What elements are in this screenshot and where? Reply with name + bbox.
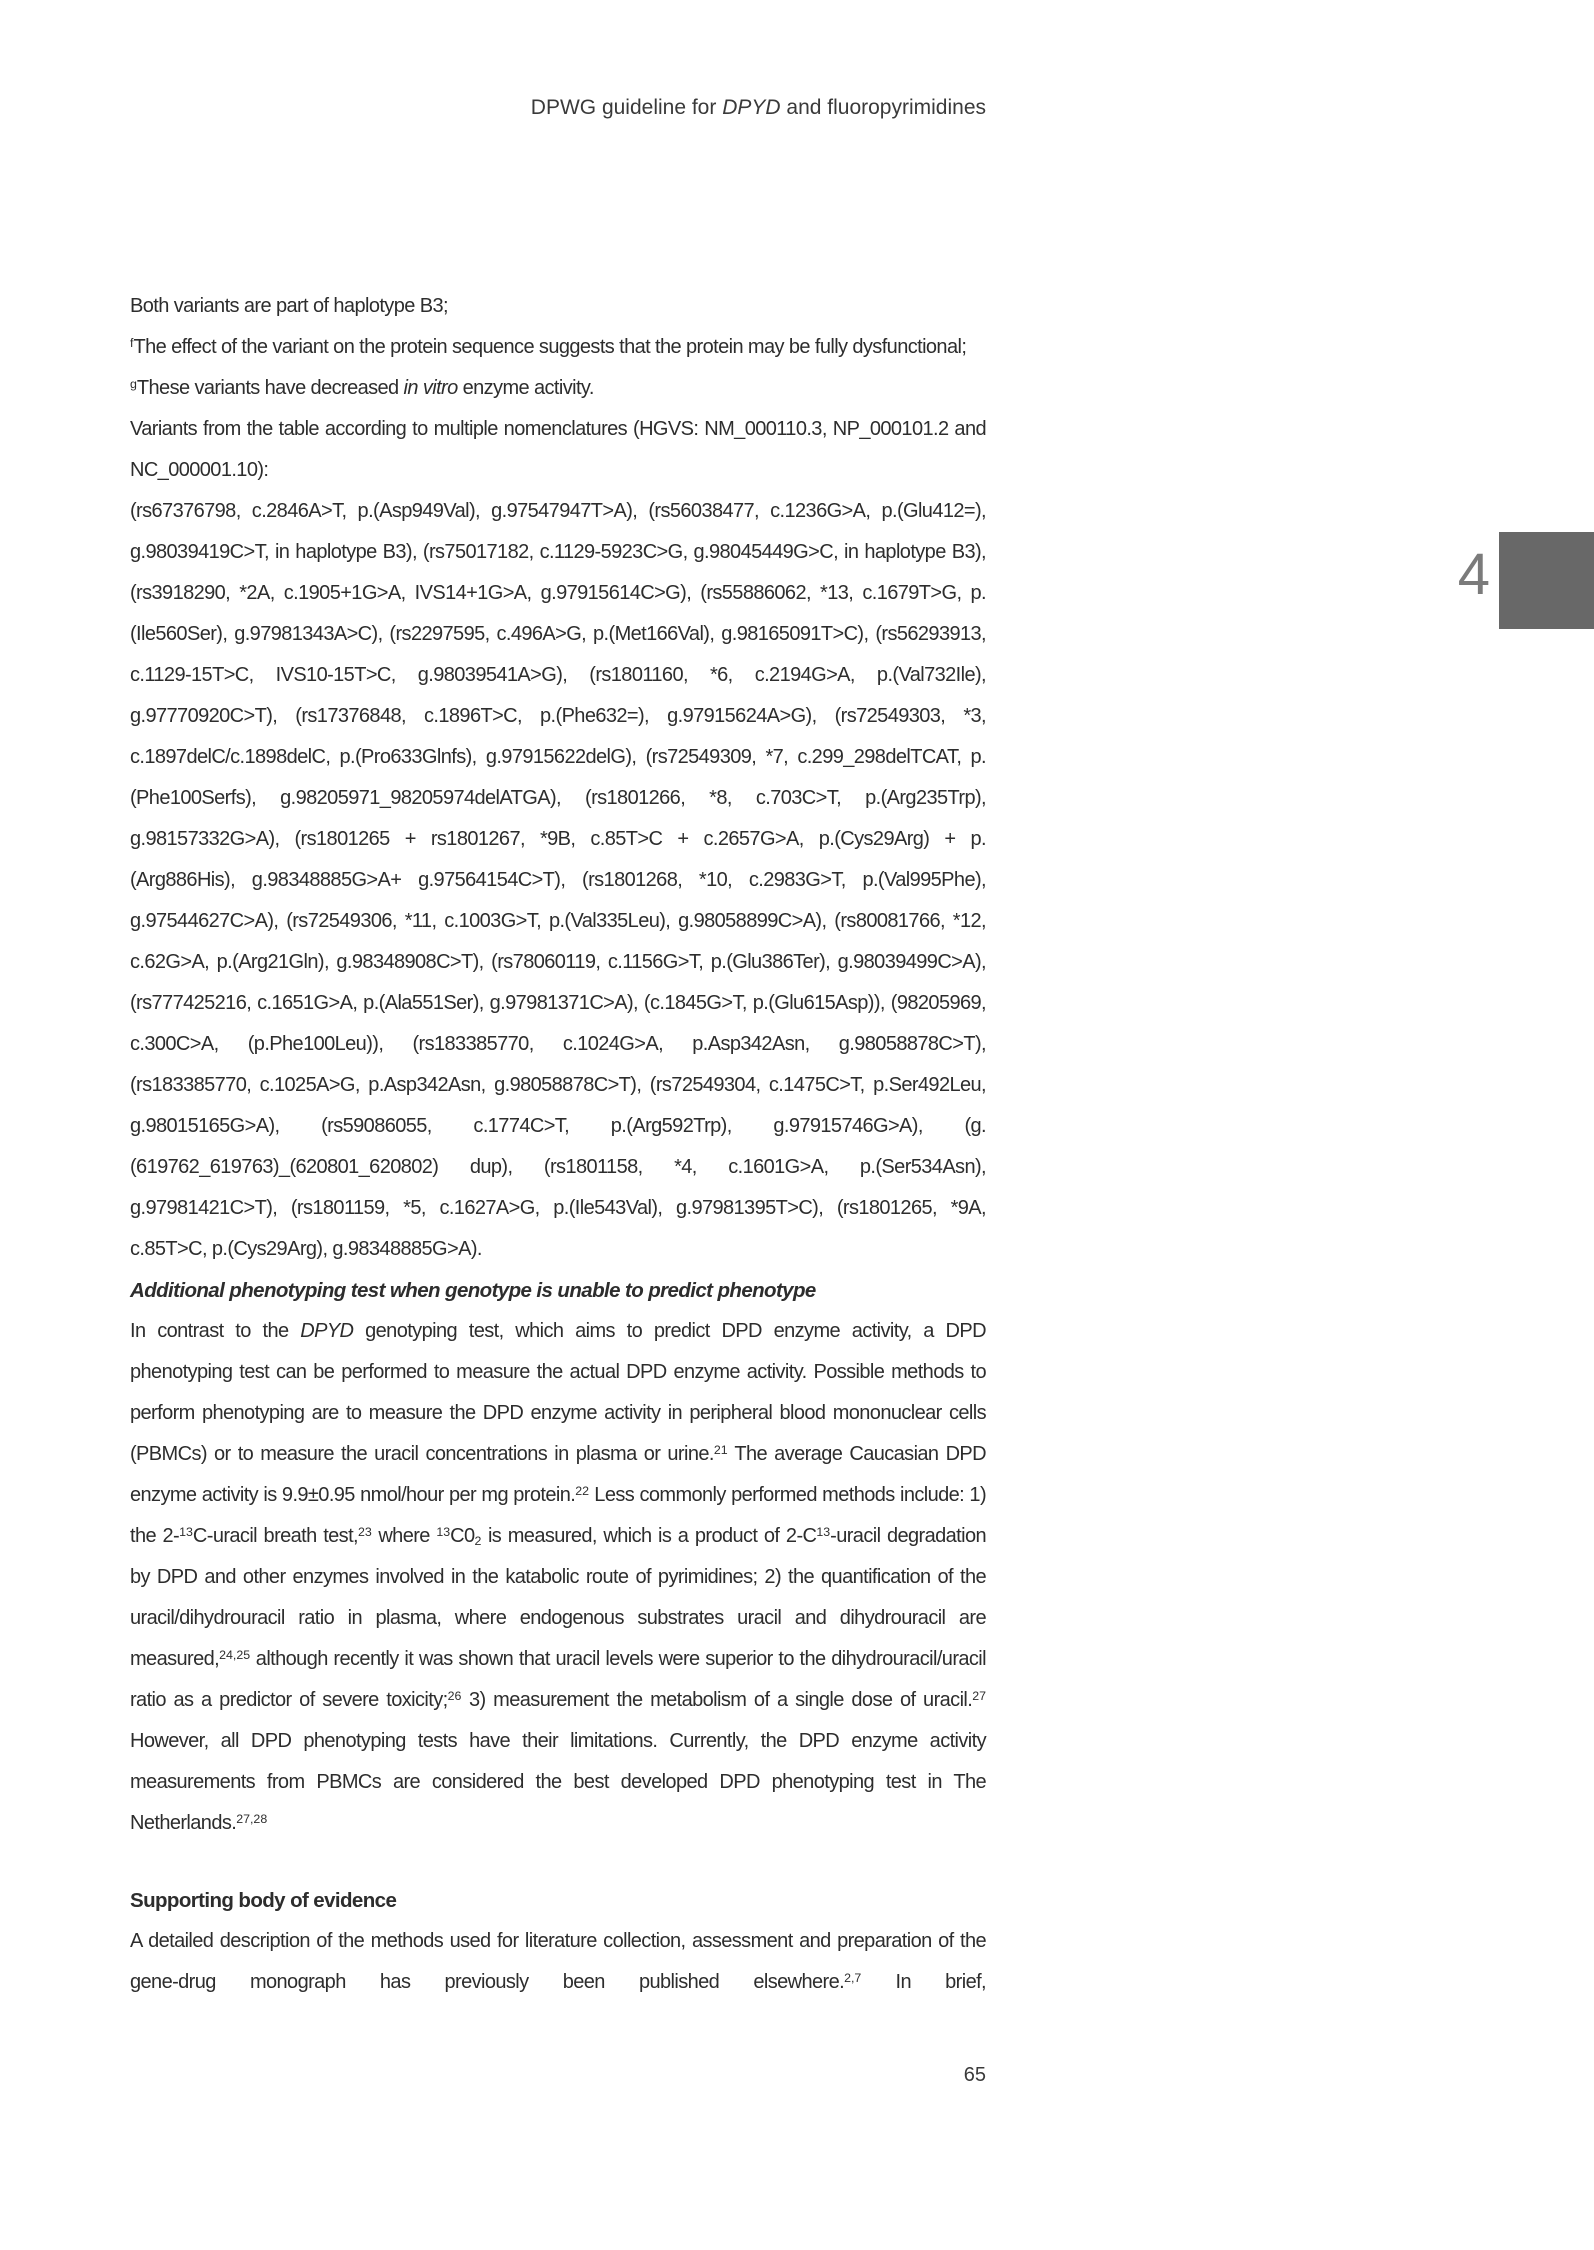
page-number: 65 bbox=[963, 2064, 986, 2086]
variants-paragraph: (rs67376798, c.2846A>T, p.(Asp949Val), g.97547947T>A), (rs56038477, c.1236G>A, p.(Glu412=), g.98039419C>T, in haplotype B3), (rs75017182, c.1129-5923C>G, g.98045449G>C, in haplotype B3), (rs3918290, *2A, c.1905+1G>A, IVS14+1G>A, g.97915614C>G), (rs55886062, *13, c.1679T>G, p.(Ile560Ser), g.97981343A>C), (rs2297595, c.496A>G, p.(Met166Val), g.98165091T>C), (rs56293913, c.1129-15T>C, IVS10-15T>C, g.98039541A>G), (rs1801160, *6, c.2194G>A, p.(Val732Ile), g.97770920C>T), (rs17376848, c.1896T>C, p.(Phe632=), g.97915624A>G), (rs72549303, *3, c.1897delC/c.1898delC, p.(Pro633Glnfs), g.97915622delG), (rs72549309, *7, c.299_298delTCAT, p.(Phe100Serfs), g.98205971_98205974delATGA), (rs1801266, *8, c.703C>T, p.(Arg235Trp), g.98157332G>A), (rs1801265 + rs1801267, *9B, c.85T>C + c.2657G>A, p.(Cys29Arg) + p.(Arg886His), g.98348885G>A+ g.97564154C>T), (rs1801268, *10, c.2983G>T, p.(Val995Phe), g.97544627C>A), (rs72549306, *11, c.1003G>T, p.(Val335Leu), g.98058899C>A), (rs80081766, *12, c.62G>A, p.(Arg21Gln), g.98348908C>T), (rs78060119, c.1156G>T, p.(Glu386Ter), g.98039499C>A), (rs777425216, c.1651G>A, p.(Ala551Ser), g.97981371C>A), (c.1845G>T, p.(Glu615Asp)), (98205969, c.300C>A, (p.Phe100Leu)), (rs183385770, c.1024G>A, p.Asp342Asn, g.98058878C>T), (rs183385770, c.1025A>G, p.Asp342Asn, g.98058878C>T), (rs72549304, c.1475C>T, p.Ser492Leu, g.98015165G>A), (rs59086055, c.1774C>T, p.(Arg592Trp), g.97915746G>A), (g.(619762_619763)_(620801_620802) dup), (rs1801158, *4, c.1601G>A, p.(Ser534Asn), g.97981421C>T), (rs1801159, *5, c.1627A>G, p.(Ile543Val), g.97981395T>C), (rs1801265, *9A, c.85T>C, p.(Cys29Arg), g.98348885G>A). bbox=[130, 500, 986, 1260]
note-line: $^f$The effect of the variant on the protein sequence suggests that the protein may be fully dysfunctional; bbox=[130, 336, 967, 358]
heading-additional-phenotyping-test: Additional phenotyping test when genotype is unable to predict phenotype bbox=[130, 1279, 816, 1302]
note-line: $^g$These variants have decreased in vitro enzyme activity. bbox=[130, 377, 594, 399]
running-header bbox=[130, 96, 986, 120]
chapter-number: 4 bbox=[1457, 542, 1490, 607]
note-line: Variants from the table according to multiple nomenclatures (HGVS: NM_000110.3, NP_000101.2 and NC_000001.10): bbox=[130, 418, 986, 481]
paragraph-phenotyping: In contrast to the DPYD genotyping test, which aims to predict DPD enzyme activity, a DPD phenotyping test can be performed to measure the actual DPD enzyme activity. Possible methods to perform phenotyping are to measure the DPD enzyme activity in peripheral blood mononuclear cells (PBMCs) or to measure the uracil concentrations in plasma or urine.$^{21}$ The average Caucasian DPD enzyme activity is 9.9±0.95 nmol/hour per mg protein.$^{22}$ Less commonly performed methods include: 1) the 2-$^{13}$C-uracil breath test,$^{23}$ where $^{13}C0_2$ is measured, which is a product of $2-C^{13}$-uracil degradation by DPD and other enzymes involved in the katabolic route of pyrimidines; 2) the quantification of the uracil/dihydrouracil ratio in plasma, where endogenous substrates uracil and dihydrouracil are measured,$^{24,25}$ although recently it was shown that uracil levels were superior to the dihydrouracil/uracil ratio as a predictor of severe toxicity;$^{26}$ 3) measurement the metabolism of a single dose of uracil.$^{27}$ However, all DPD phenotyping tests have their limitations. Currently, the DPD enzyme activity measurements from PBMCs are considered the best developed DPD phenotyping test in The Netherlands.$^{27,28}$ bbox=[130, 1320, 987, 1834]
chapter-tab-box bbox=[1499, 532, 1594, 629]
note-line: Both variants are part of haplotype B3; bbox=[130, 295, 448, 317]
header-title: DPWG guideline for DPYD and fluoropyrimidines bbox=[530, 96, 986, 119]
page-content bbox=[130, 286, 986, 2003]
paragraph-supporting-evidence: A detailed description of the methods used for literature collection, assessment and preparation of the gene-drug monograph has previously been published elsewhere.$^{2,7}$ In brief, bbox=[130, 1930, 987, 1993]
heading-supporting-body-of-evidence: Supporting body of evidence bbox=[130, 1889, 397, 1912]
